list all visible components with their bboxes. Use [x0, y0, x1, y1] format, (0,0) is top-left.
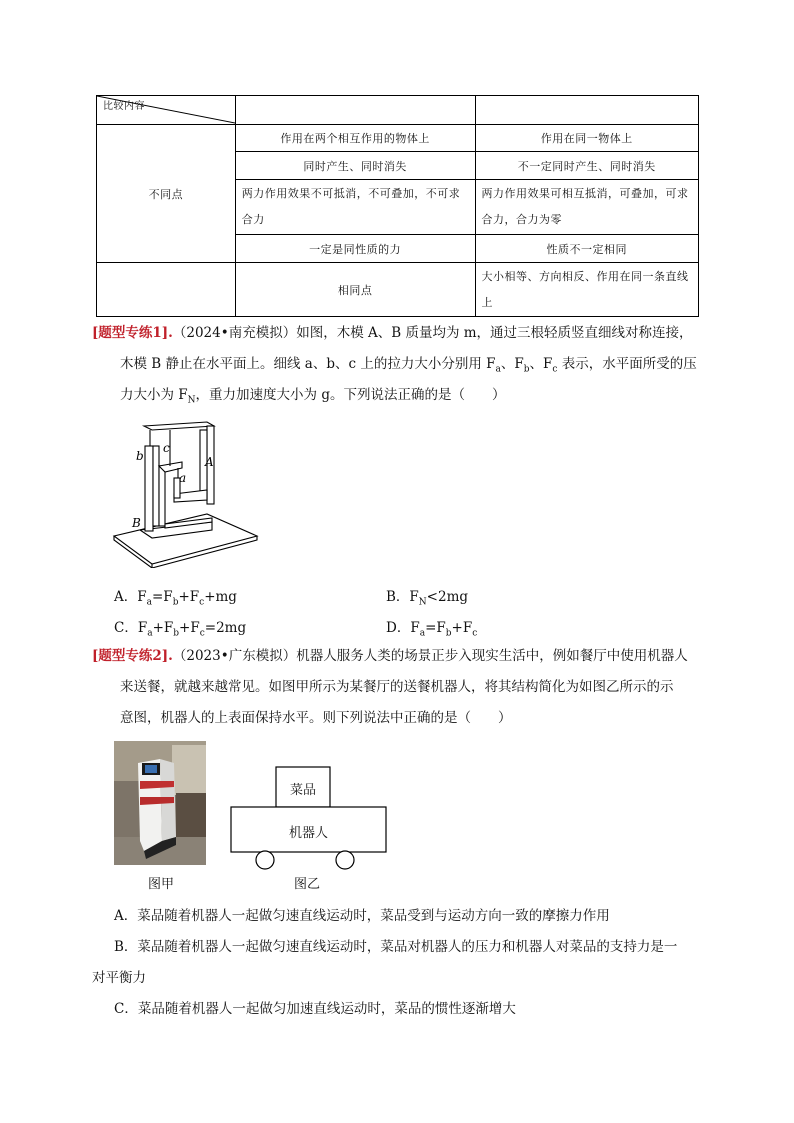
table-cell: 同时产生、同时消失	[235, 152, 475, 180]
table-cell: 性质不一定相同	[475, 235, 698, 263]
q2-option-a[interactable]: A．菜品随着机器人一起做匀速直线运动时，菜品受到与运动方向一致的摩擦力作用	[114, 908, 610, 924]
wheel-right	[336, 851, 354, 869]
q1-option-d[interactable]: D．$F_a=F_b+F_c$	[386, 620, 478, 639]
table-cell: 两力作用效果不可抵消，不可叠加，不可求合力	[235, 180, 475, 235]
header-blank-left	[235, 96, 475, 125]
table-cell: 作用在同一物体上	[475, 125, 698, 152]
same-label: 相同点	[235, 263, 475, 317]
label-A: A	[205, 455, 214, 469]
header-label: 比较内容	[103, 101, 145, 112]
label-c: c	[163, 441, 170, 455]
diff-label: 不同点	[97, 125, 236, 263]
same-value: 大小相等、方向相反、作用在同一条直线上	[475, 263, 698, 317]
table-cell: 不一定同时产生、同时消失	[475, 152, 698, 180]
wooden-model-figure	[112, 418, 262, 568]
label-b: b	[136, 449, 144, 463]
dish-label: 菜品	[289, 783, 316, 798]
header-blank-right	[475, 96, 698, 125]
caption-2: 图乙	[294, 877, 321, 892]
q1-line3: 力大小为 $F_N$，重力加速度大小为 g。下列说法正确的是（ ）	[120, 387, 506, 406]
q2-line3: 意图，机器人的上表面保持水平。则下列说法中正确的是（ ）	[120, 710, 512, 726]
label-B: B	[132, 516, 141, 530]
table-cell: 作用在两个相互作用的物体上	[235, 125, 475, 152]
table-cell: 一定是同性质的力	[235, 235, 475, 263]
robot-label: 机器人	[288, 826, 328, 841]
label-a: a	[179, 471, 187, 485]
wheel-left	[256, 851, 274, 869]
table-cell: 两力作用效果可相互抵消，可叠加，可求合力，合力为零	[475, 180, 698, 235]
q1-line2: 木模 B 静止在水平面上。细线 a、b、c 上的拉力大小分别用 $F_a$、$F_b$、$F_c$ 表示，水平面所受的压	[120, 356, 697, 375]
q1-option-c[interactable]: C．$F_a+F_b+F_c=2mg$	[114, 620, 247, 639]
q1-option-b[interactable]: B．$F_N<2mg$	[386, 589, 469, 608]
q2-line2: 来送餐，就越来越常见。如图甲所示为某餐厅的送餐机器人，将其结构简化为如图乙所示的示	[120, 679, 674, 695]
q1-tag: [题型专练1].	[92, 325, 173, 341]
table-blank-cell	[97, 263, 236, 317]
q1-option-a[interactable]: A．$F_a=F_b+F_c+mg$	[114, 589, 237, 608]
comparison-table	[96, 95, 699, 317]
q2-option-b-cont: 对平衡力	[92, 970, 146, 986]
q2-option-c[interactable]: C．菜品随着机器人一起做匀加速直线运动时，菜品的惯性逐渐增大	[114, 1001, 516, 1017]
q2-tag: [题型专练2].	[92, 648, 173, 664]
caption-1: 图甲	[148, 877, 175, 892]
header-diagonal-cell	[97, 96, 236, 125]
q1-line1: [题型专练1].（2024•南充模拟）如图，木模 A、B 质量均为 m，通过三根轻质竖直细线对称连接，	[92, 325, 693, 341]
robot-photo	[114, 741, 206, 865]
q2-option-b[interactable]: B．菜品随着机器人一起做匀速直线运动时，菜品对机器人的压力和机器人对菜品的支持力是一	[114, 939, 678, 955]
q2-line1: [题型专练2].（2023•广东模拟）机器人服务人类的场景正步入现实生活中，例如餐厅中使用机器人	[92, 648, 688, 664]
